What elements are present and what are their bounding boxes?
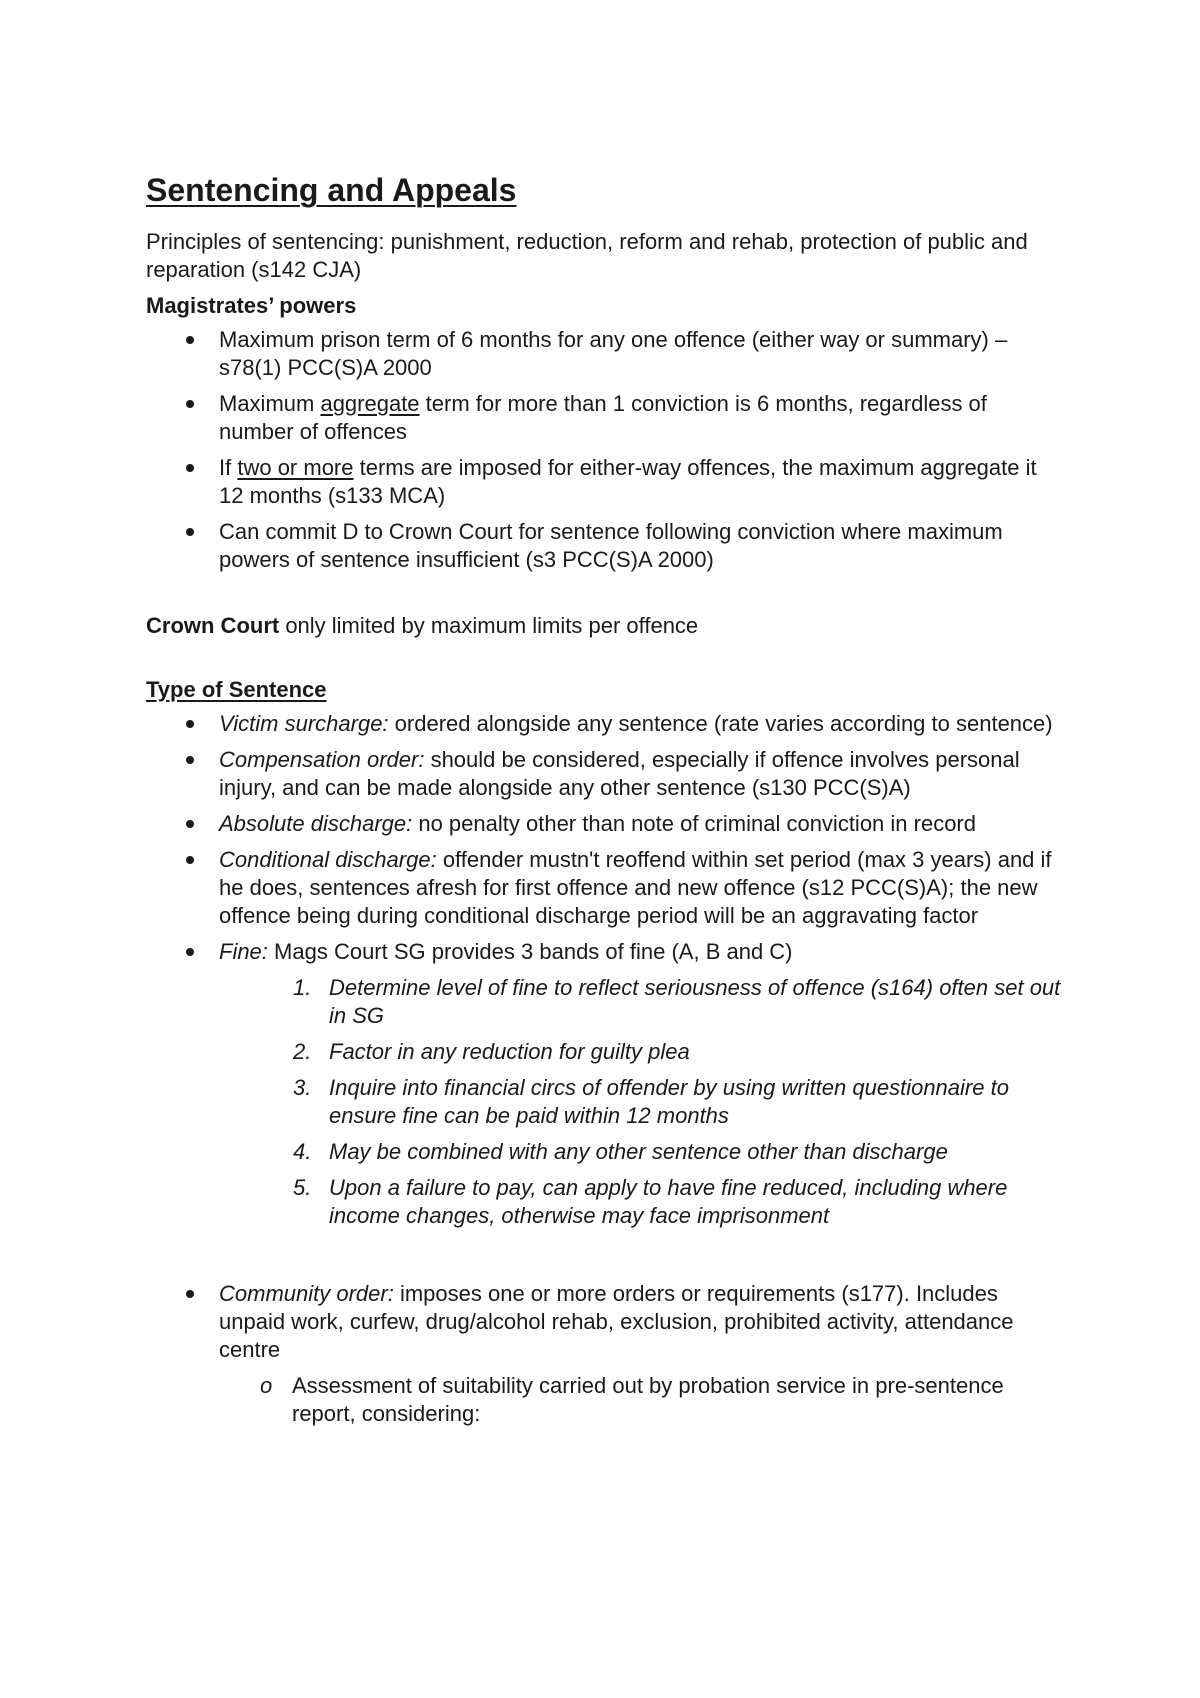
underlined-text: two or more [237, 455, 354, 480]
community-sublist [146, 1372, 1066, 1428]
list-item: Can commit D to Crown Court for sentence following conviction where maximum powers of sentence insufficient (s3 PCC(S)A 2000) [146, 518, 1066, 574]
document-body [146, 170, 1066, 1428]
spacer [146, 1238, 1066, 1274]
list-item: Absolute discharge: no penalty other than note of criminal conviction in record [146, 810, 1066, 838]
list-item: Compensation order: should be considered, especially if offence involves personal injury, and can be made alongside any other sentence (s130 PCC(S)A) [146, 746, 1066, 802]
community-order-list [146, 1280, 1066, 1364]
list-item: 3. Inquire into financial circs of offender by using written questionnaire to ensure fine can be paid within 12 months [293, 1075, 1009, 1128]
magistrates-heading: Magistrates’ powers [146, 293, 357, 318]
list-item: Community order: imposes one or more orders or requirements (s177). Includes unpaid work, curfew, drug/alcohol rehab, exclusion, prohibited activity, attendance centre [146, 1280, 1066, 1364]
spacer [146, 640, 1066, 676]
list-item: Victim surcharge: ordered alongside any sentence (rate varies according to sentence) [146, 710, 1066, 738]
sentence-types-list [146, 710, 1066, 966]
underlined-text: aggregate [320, 391, 420, 416]
list-item: 2. Factor in any reduction for guilty plea [293, 1039, 690, 1064]
type-of-sentence-heading: Type of Sentence [146, 677, 327, 702]
list-item: Fine: Mags Court SG provides 3 bands of fine (A, B and C) [146, 938, 1066, 966]
list-item: 4. May be combined with any other sentence other than discharge [293, 1139, 948, 1164]
spacer [146, 582, 1066, 612]
list-item: Maximum aggregate term for more than 1 conviction is 6 months, regardless of number of offences [146, 390, 1066, 446]
list-item: 5. Upon a failure to pay, can apply to have fine reduced, including where income changes, otherwise may face imprisonment [293, 1175, 1008, 1228]
list-item: Maximum prison term of 6 months for any one offence (either way or summary) – s78(1) PCC(S)A 2000 [146, 326, 1066, 382]
intro-paragraph: Principles of sentencing: punishment, reduction, reform and rehab, protection of public and reparation (s142 CJA) [146, 229, 1028, 282]
crown-court-paragraph: Crown Court only limited by maximum limits per offence [146, 613, 699, 638]
list-item: o Assessment of suitability carried out by probation service in pre-sentence report, considering: [260, 1373, 1004, 1426]
list-item: Conditional discharge: offender mustn't reoffend within set period (max 3 years) and if he does, sentences afresh for first offence and new offence (s12 PCC(S)A); the new offence being during conditional discharge period will be an aggravating factor [146, 846, 1066, 930]
magistrates-list [146, 326, 1066, 574]
list-item: If two or more terms are imposed for either-way offences, the maximum aggregate it 12 months (s133 MCA) [146, 454, 1066, 510]
list-item: 1. Determine level of fine to reflect seriousness of offence (s164) often set out in SG [293, 975, 1061, 1028]
fine-steps-list [146, 974, 1066, 1230]
page-title: Sentencing and Appeals [146, 172, 517, 208]
